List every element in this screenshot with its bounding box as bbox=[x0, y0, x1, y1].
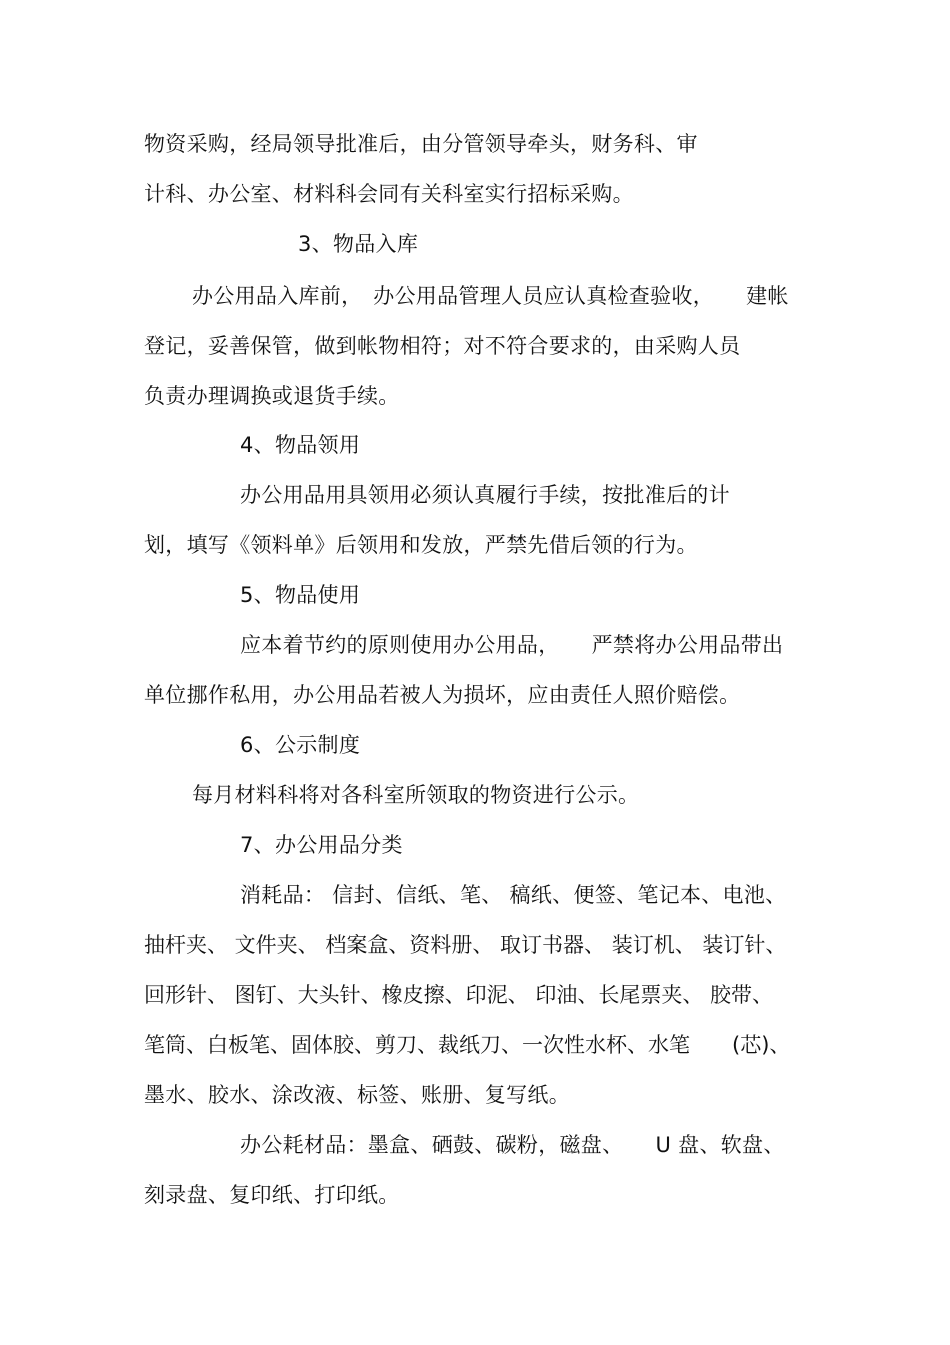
section-heading: 7、办公用品分类 bbox=[240, 833, 403, 857]
body-text-line: 消耗品： 信封、信纸、笔、 稿纸、便签、笔记本、电池、 bbox=[240, 883, 787, 907]
body-text-line: 笔筒、白板笔、固体胶、剪刀、裁纸刀、一次性水杯、水笔 (芯)、 bbox=[144, 1033, 791, 1057]
section-heading: 3、物品入库 bbox=[298, 232, 419, 256]
body-text-line: 负责办理调换或退货手续。 bbox=[144, 384, 400, 408]
body-text-line: 墨水、胶水、涂改液、标签、账册、复写纸。 bbox=[144, 1083, 570, 1107]
body-text-line: 抽杆夹、 文件夹、 档案盒、资料册、 取订书器、 装订机、 装订针、 bbox=[144, 933, 787, 957]
body-text-line: 每月材料科将对各科室所领取的物资进行公示。 bbox=[192, 783, 640, 807]
section-heading: 4、物品领用 bbox=[240, 433, 361, 457]
body-text-line: 办公耗材品：墨盒、硒鼓、碳粉，磁盘、 U 盘、软盘、 bbox=[240, 1133, 785, 1157]
body-text-line: 登记，妥善保管，做到帐物相符；对不符合要求的，由采购人员 bbox=[144, 334, 741, 358]
body-text-line: 刻录盘、复印纸、打印纸。 bbox=[144, 1183, 400, 1207]
body-text-line: 办公用品用具领用必须认真履行手续，按批准后的计 bbox=[240, 483, 730, 507]
section-heading: 5、物品使用 bbox=[240, 583, 361, 607]
body-text-line: 回形针、 图钉、大头针、橡皮擦、印泥、 印油、长尾票夹、 胶带、 bbox=[144, 983, 774, 1007]
body-text-line: 办公用品入库前， 办公用品管理人员应认真检查验收， 建帐 bbox=[192, 284, 789, 308]
body-text-line: 计科、办公室、材料科会同有关科室实行招标采购。 bbox=[144, 182, 634, 206]
body-text-line: 单位挪作私用，办公用品若被人为损坏，应由责任人照价赔偿。 bbox=[144, 683, 741, 707]
body-text-line: 物资采购，经局领导批准后，由分管领导牵头，财务科、审 bbox=[144, 132, 698, 156]
body-text-line: 划，填写《领料单》后领用和发放，严禁先借后领的行为。 bbox=[144, 533, 698, 557]
section-heading: 6、公示制度 bbox=[240, 733, 361, 757]
body-text-line: 应本着节约的原则使用办公用品， 严禁将办公用品带出 bbox=[240, 633, 784, 657]
